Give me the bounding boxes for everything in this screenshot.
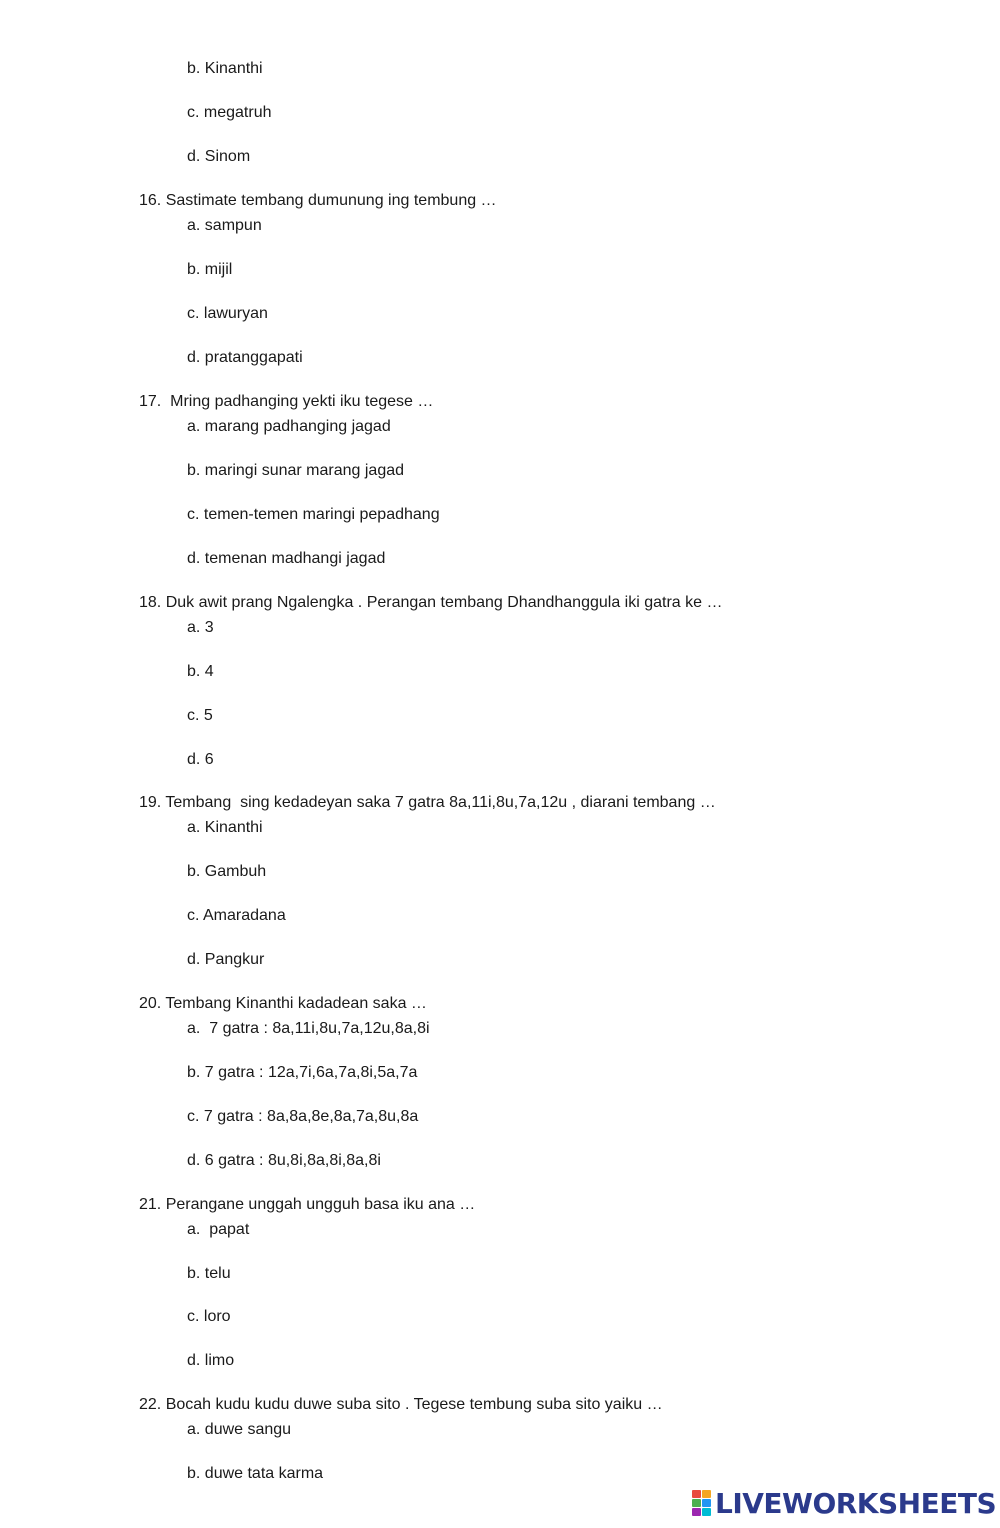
option-22b: b. duwe tata karma — [187, 1465, 324, 1482]
option-17b: b. maringi sunar marang jagad — [187, 462, 405, 479]
question-19: 19. Tembang sing kedadeyan saka 7 gatra 8a,11i,8u,7a,12u , diarani tembang … — [139, 794, 716, 811]
logo-block — [702, 1508, 711, 1516]
option-21a: a. papat — [187, 1221, 250, 1238]
option-16c: c. lawuryan — [187, 305, 268, 322]
option-20a: a. 7 gatra : 8a,11i,8u,7a,12u,8a,8i — [187, 1020, 430, 1037]
option-16b: b. mijil — [187, 261, 233, 278]
question-21: 21. Perangane unggah ungguh basa iku ana … — [139, 1196, 476, 1213]
option-17d: d. temenan madhangi jagad — [187, 550, 386, 567]
logo-block — [692, 1499, 701, 1507]
option-15c: c. megatruh — [187, 104, 272, 121]
option-19a: a. Kinanthi — [187, 819, 263, 836]
option-16a: a. sampun — [187, 217, 262, 234]
option-21d: d. limo — [187, 1352, 235, 1369]
option-17c: c. temen-temen maringi pepadhang — [187, 506, 440, 523]
logo-block — [702, 1499, 711, 1507]
logo-block — [692, 1490, 701, 1498]
question-16: 16. Sastimate tembang dumunung ing tembung … — [139, 192, 497, 209]
question-18: 18. Duk awit prang Ngalengka . Perangan tembang Dhandhanggula iki gatra ke … — [139, 594, 723, 611]
option-15b: b. Kinanthi — [187, 60, 263, 77]
logo-block — [702, 1490, 711, 1498]
option-18a: a. 3 — [187, 619, 214, 636]
logo-mark-icon — [692, 1490, 712, 1516]
logo-block — [692, 1508, 701, 1516]
option-15d: d. Sinom — [187, 148, 251, 165]
option-21c: c. loro — [187, 1308, 231, 1325]
option-20d: d. 6 gatra : 8u,8i,8a,8i,8a,8i — [187, 1152, 381, 1169]
question-20: 20. Tembang Kinanthi kadadean saka … — [139, 995, 427, 1012]
option-19d: d. Pangkur — [187, 951, 265, 968]
logo-text: LIVEWORKSHEETS — [715, 1486, 997, 1520]
option-19c: c. Amaradana — [187, 907, 286, 924]
option-18c: c. 5 — [187, 707, 213, 724]
option-17a: a. marang padhanging jagad — [187, 418, 391, 435]
option-20b: b. 7 gatra : 12a,7i,6a,7a,8i,5a,7a — [187, 1064, 418, 1081]
option-19b: b. Gambuh — [187, 863, 267, 880]
option-20c: c. 7 gatra : 8a,8a,8e,8a,7a,8u,8a — [187, 1108, 419, 1125]
liveworksheets-logo[interactable] — [692, 1486, 996, 1520]
question-22: 22. Bocah kudu kudu duwe suba sito . Tegese tembung suba sito yaiku … — [139, 1396, 663, 1413]
option-22a: a. duwe sangu — [187, 1421, 292, 1438]
option-18b: b. 4 — [187, 663, 214, 680]
option-21b: b. telu — [187, 1265, 231, 1282]
option-16d: d. pratanggapati — [187, 349, 303, 366]
question-17: 17. Mring padhanging yekti iku tegese … — [139, 393, 434, 410]
option-18d: d. 6 — [187, 751, 214, 768]
